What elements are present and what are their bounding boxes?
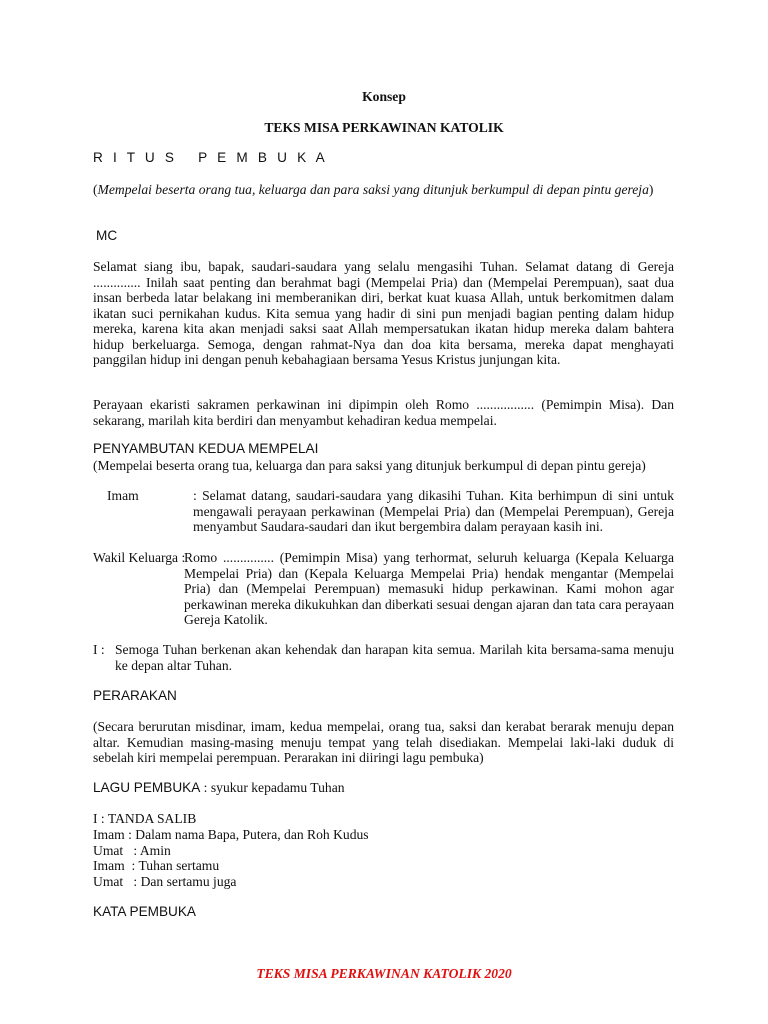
penyambutan-heading: PENYAMBUTAN KEDUA MEMPELAI — [93, 441, 319, 456]
page-footer: TEKS MISA PERKAWINAN KATOLIK 2020 — [256, 966, 512, 981]
dialog-list — [93, 827, 674, 889]
lagu-pembuka-line — [93, 780, 674, 796]
perarakan-heading: PERARAKAN — [93, 688, 177, 703]
lagu-pembuka-text: : syukur kepadamu Tuhan — [200, 780, 345, 795]
i-response — [93, 642, 674, 674]
intro-close-paren: ) — [648, 182, 654, 197]
kata-pembuka-heading: KATA PEMBUKA — [93, 904, 196, 919]
i-label: I : — [93, 642, 105, 657]
intro-note — [93, 182, 675, 198]
intro-note-text: Mempelai beserta orang tua, keluarga dan para saksi yang ditunjuk berkumpul di depan pintu gereja — [97, 182, 649, 197]
wakil-keluarga-text: Romo ............... (Pemimpin Misa) yang terhormat, seluruh keluarga (Kepala Keluarga Mempelai Pria) dan (Kepala Keluarga Mempelai Pria) hendak mengantar (Mempelai Pria) dan (Mempelai Perempuan) memasuki hidup perkawinan. Kami mohon agar perkawinan mereka dikukuhkan dan diberkati sesuai dengan ajaran dan tata cara perayaan Gereja Katolik. — [184, 550, 674, 627]
wakil-keluarga-statement — [93, 550, 674, 628]
mc-label: MC — [96, 228, 118, 243]
mc-paragraph-1: Selamat siang ibu, bapak, saudari-saudara yang selalu mengasihi Tuhan. Selamat datang di Gereja .............. Inilah saat penting dan berahmat bagi (Mempelai Pria) dan (Mempelai Perempuan), saat dua insan berbeda latar belakang ini memberanikan diri, berkat kuat kuasa Allah, untuk berkomitmen dalam ikatan suci pernikahan kudus. Kita semua yang hadir di sini pun menjadi bagian penting dalam hidup mereka, karena kita akan menjadi saksi saat Allah mempersatukan ikatan hidup mereka dalam bahtera hidup berkeluarga. Semoga, dengan rahmat-Nya dan doa kita bersama, mereka dapat menghayati panggilan hidup ini dengan penuh kebahagiaan bersama Yesus Kristus junjungan kita. — [93, 259, 674, 367]
perarakan-text: (Secara berurutan misdinar, imam, kedua mempelai, orang tua, saksi dan kerabat berarak menuju depan altar. Kemudian masing-masing menuju tempat yang telah disediakan. Mempelai laki-laki duduk di sebelah kiri mempelai perempuan. Perarakan ini diiringi lagu pembuka) — [93, 719, 674, 765]
imam-greeting-text: : Selamat datang, saudari-saudara yang dikasihi Tuhan. Kita berhimpun di sini untuk mengawali perayaan perkawinan (Mempelai Pria) dan (Mempelai Perempuan), Gereja menyambut Saudara-saudari dan ikut bergembira dalam perayaan kasih ini. — [193, 488, 674, 534]
dialog-line: Imam : Dalam nama Bapa, Putera, dan Roh Kudus — [93, 827, 369, 842]
dialog-line: Umat : Dan sertamu juga — [93, 873, 237, 889]
dialog-line: Imam : Tuhan sertamu — [93, 858, 220, 873]
konsep-label: Konsep — [362, 89, 406, 104]
dialog-line: Umat : Amin — [93, 842, 171, 858]
imam-label: Imam — [107, 488, 139, 503]
intro-open-paren: ( — [93, 182, 98, 197]
imam-greeting — [93, 488, 674, 536]
i-response-text: Semoga Tuhan berkenan akan kehendak dan harapan kita semua. Marilah kita bersama-sama menuju ke depan altar Tuhan. — [115, 642, 674, 673]
lagu-pembuka-label: LAGU PEMBUKA — [93, 780, 201, 795]
penyambutan-note: (Mempelai beserta orang tua, keluarga dan para saksi yang ditunjuk berkumpul di depan pintu gereja) — [93, 458, 646, 473]
tanda-salib-heading: I : TANDA SALIB — [93, 811, 197, 826]
wakil-keluarga-label: Wakil Keluarga : — [93, 550, 186, 565]
document-title: TEKS MISA PERKAWINAN KATOLIK — [264, 120, 504, 135]
mc-paragraph-2: Perayaan ekaristi sakramen perkawinan ini dipimpin oleh Romo ................. (Pemimpin Misa). Dan sekarang, marilah kita berdiri dan menyambut kehadiran kedua mempelai. — [93, 397, 674, 428]
section-ritus-pembuka: R I T U S P E M B U K A — [93, 150, 328, 165]
